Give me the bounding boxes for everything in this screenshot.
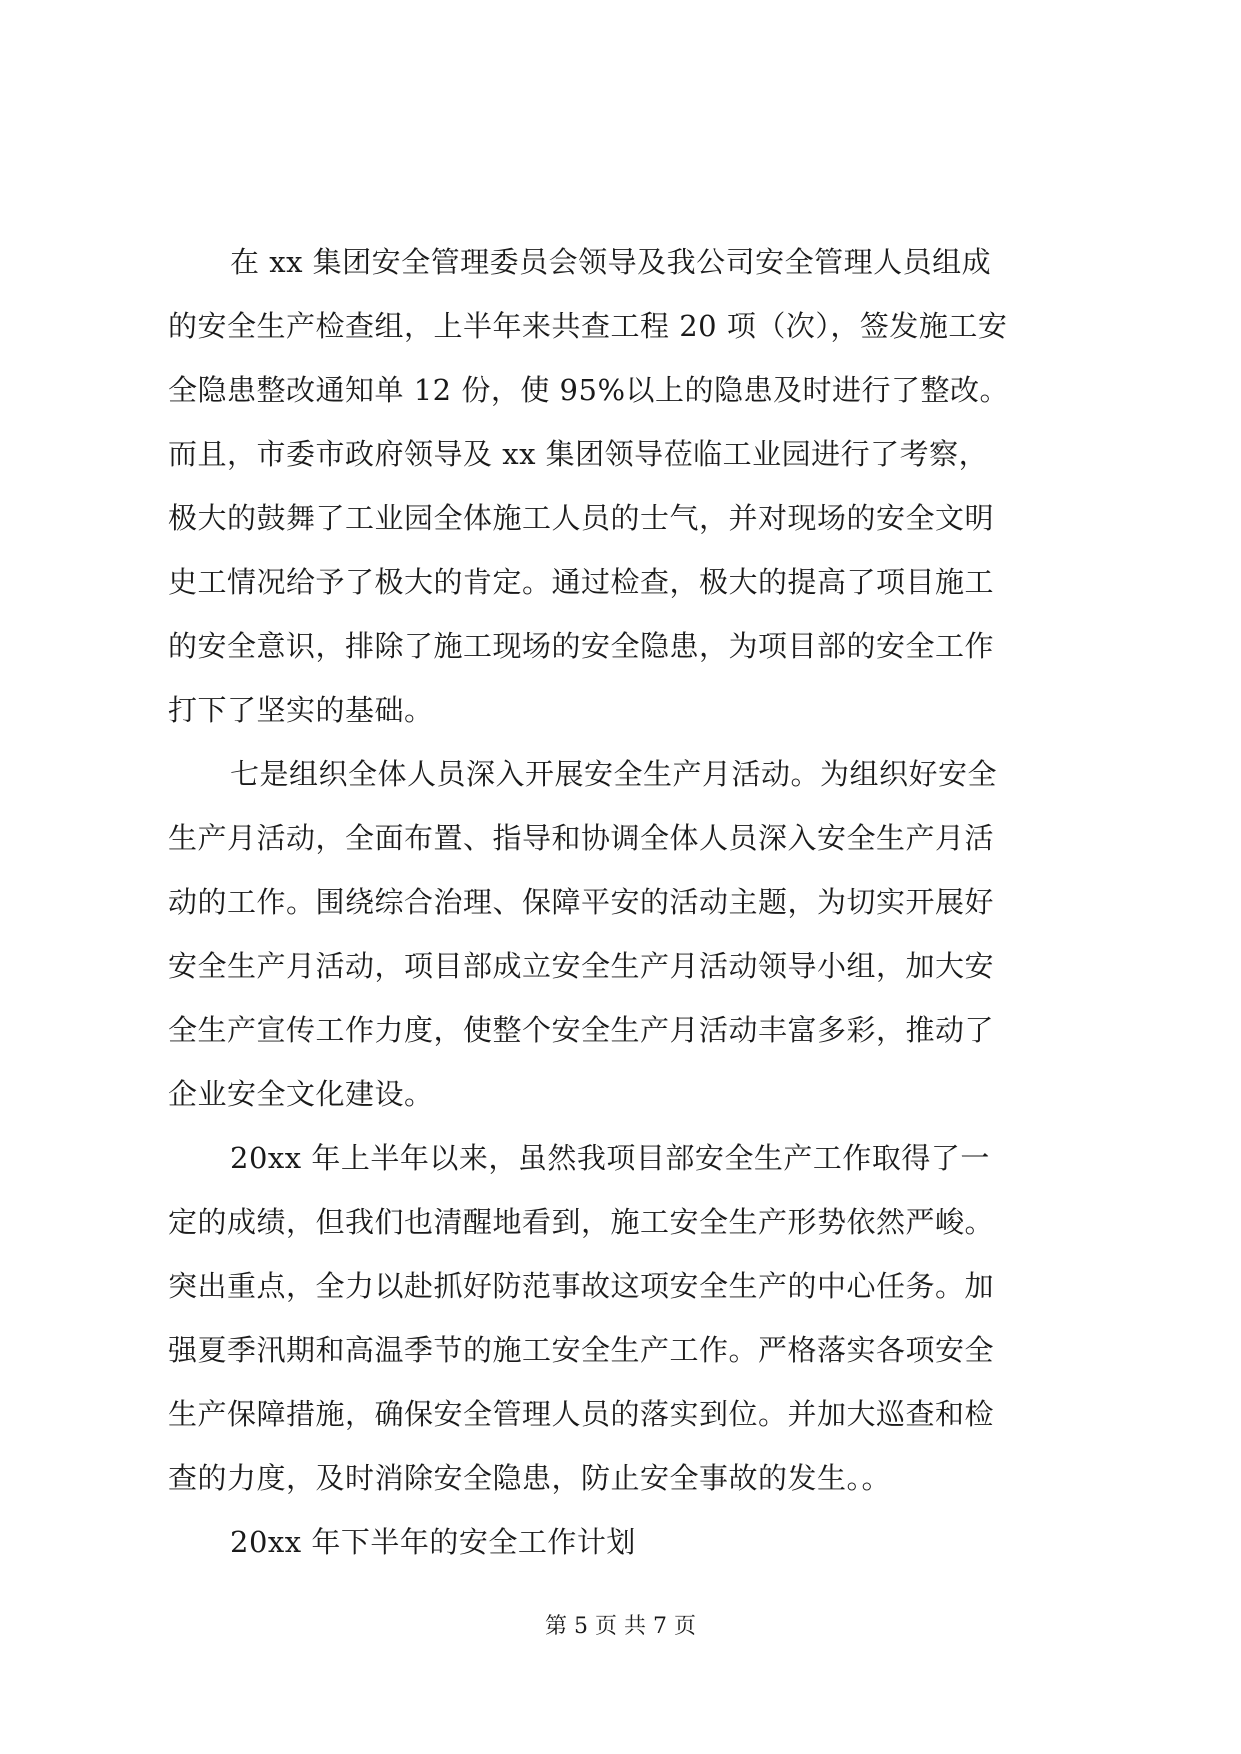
section-heading: 20xx 年下半年的安全工作计划 bbox=[230, 1525, 636, 1559]
paragraph-3-line-1: 20xx 年上半年以来，虽然我项目部安全生产工作取得了一 bbox=[230, 1141, 990, 1175]
paragraph-1-line-4: 而且，市委市政府领导及 xx 集团领导莅临工业园进行了考察， bbox=[168, 437, 989, 471]
paragraph-2-line-1: 七是组织全体人员深入开展安全生产月活动。为组织好安全 bbox=[230, 757, 998, 791]
paragraph-3-line-4: 强夏季汛期和高温季节的施工安全生产工作。严格落实各项安全 bbox=[168, 1333, 995, 1367]
paragraph-1-line-3: 全隐患整改通知单 12 份，使 95%以上的隐患及时进行了整改。 bbox=[168, 373, 1010, 407]
paragraph-1-line-7: 的安全意识，排除了施工现场的安全隐患，为项目部的安全工作 bbox=[168, 629, 995, 663]
paragraph-1-line-8: 打下了坚实的基础。 bbox=[168, 693, 434, 727]
paragraph-2-line-6: 企业安全文化建设。 bbox=[168, 1077, 434, 1111]
page-footer: 第 5 页 共 7 页 bbox=[545, 1614, 696, 1639]
paragraph-2-line-3: 动的工作。围绕综合治理、保障平安的活动主题，为切实开展好 bbox=[168, 885, 995, 919]
paragraph-2-line-2: 生产月活动，全面布置、指导和协调全体人员深入安全生产月活 bbox=[168, 821, 995, 855]
paragraph-3-line-6: 查的力度，及时消除安全隐患，防止安全事故的发生。。 bbox=[168, 1461, 892, 1495]
paragraph-3-line-2: 定的成绩，但我们也清醒地看到，施工安全生产形势依然严峻。 bbox=[168, 1205, 995, 1239]
paragraph-1-line-2: 的安全生产检查组，上半年来共查工程 20 项（次），签发施工安 bbox=[168, 309, 1008, 343]
document-body bbox=[168, 230, 1088, 1574]
paragraph-3-line-3: 突出重点，全力以赴抓好防范事故这项安全生产的中心任务。加 bbox=[168, 1269, 995, 1303]
paragraph-3-line-5: 生产保障措施，确保安全管理人员的落实到位。并加大巡查和检 bbox=[168, 1397, 995, 1431]
paragraph-1-line-6: 史工情况给予了极大的肯定。通过检查，极大的提高了项目施工 bbox=[168, 565, 995, 599]
paragraph-1-line-5: 极大的鼓舞了工业园全体施工人员的士气，并对现场的安全文明 bbox=[168, 501, 995, 535]
paragraph-1-line-1: 在 xx 集团安全管理委员会领导及我公司安全管理人员组成 bbox=[230, 245, 992, 279]
paragraph-2-line-4: 安全生产月活动，项目部成立安全生产月活动领导小组，加大安 bbox=[168, 949, 995, 983]
paragraph-2-line-5: 全生产宣传工作力度，使整个安全生产月活动丰富多彩，推动了 bbox=[168, 1013, 995, 1047]
